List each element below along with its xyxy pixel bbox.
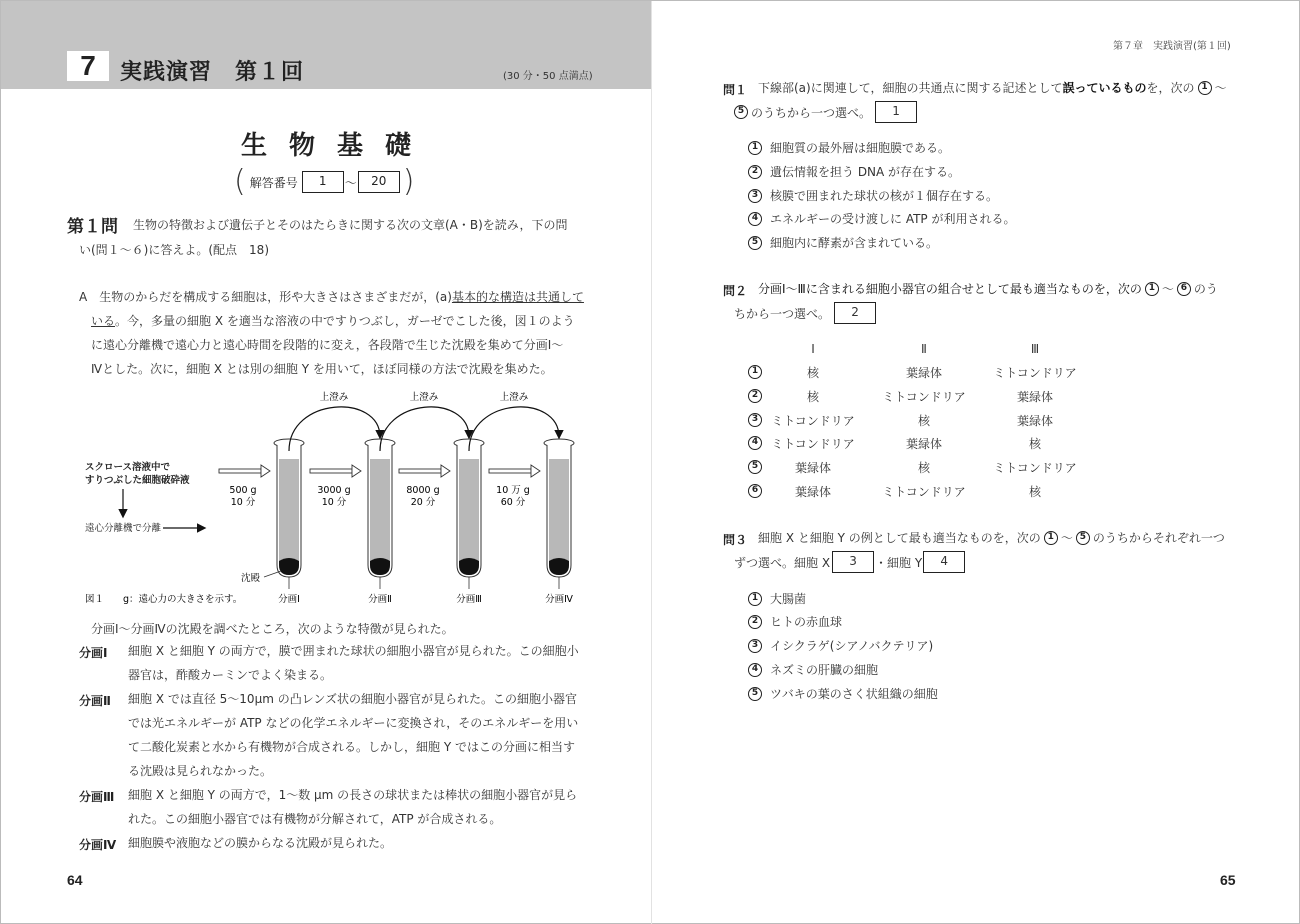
fraction-3-line1: 細胞 X と細胞 Y の両方で，1～数 μm の長さの球状または棒状の細胞小器官が見ら [128,788,578,802]
question-1-intro-line1: 生物の特徴および遺伝子とそのはたらきに関する次の文章(A・B)を読み，下の問 [133,218,568,232]
fraction-3-line2: れた。この細胞小器官では有機物が分解されて，ATP が合成される。 [128,812,502,826]
q2-prompt-line1 [758,280,1218,297]
fraction-4-line1: 細胞膜や液胞などの膜からなる沈殿が見られた。 [128,836,393,850]
fraction-4-label: 分画Ⅳ [79,838,117,852]
fraction-2-label: 分画Ⅱ [79,694,111,708]
q3-prompt-text: 細胞 X と細胞 Y の例として最も適当なものを，次の [758,531,1041,545]
fraction-2-line3: て二酸化炭素と水から有機物が合成される。しかし，細胞 Y ではこの分画に相当す [128,740,575,754]
fraction-1-label: 分画Ⅰ [79,646,108,660]
circled-number: 5 [1076,531,1090,545]
fraction-1-line1: 細胞 X と細胞 Y の両方で，膜で囲まれた球状の細胞小器官が見られた。この細胞小 [128,644,579,658]
table-cell: 葉緑体 [905,366,942,380]
fraction-2-line4: る沈殿は見られなかった。 [128,764,273,778]
supernatant-label-3: 上澄み [499,392,529,403]
passage-a-line1 [79,285,584,309]
q1-prompt-line2 [734,101,917,123]
answer-range-to-box: 20 [358,171,400,193]
choice-text: 細胞質の最外層は細胞膜である。 [770,141,951,155]
answer-box-4: 4 [923,551,965,573]
subject-title: 生物基礎 [240,131,433,161]
underlined-text-a: 基本的な構造は共通して [451,290,584,304]
fraction-1-description [128,639,579,687]
choice-text: 核膜で囲まれた球状の核が１個存在する。 [770,189,999,203]
page-number-left: 64 [67,872,83,888]
answer-range-from-box: 1 [302,171,344,193]
step-2 [310,465,361,508]
circled-number: 4 [748,436,762,450]
table-cell: 核 [1028,437,1041,451]
q1-heading: 問１ [723,83,748,97]
table-cell: ミトコンドリア [771,437,855,451]
answer-number-range [234,164,415,199]
fraction-4-description [128,831,392,855]
choice-text: 遺伝情報を担う DNA が存在する。 [770,165,961,179]
step-3-time: 20 分 [410,497,436,508]
q3-separator: ・細胞 Y [875,555,923,570]
q3-prompt-line2 [734,551,965,573]
circled-number: 6 [748,484,762,498]
table-cell: ミトコンドリア [882,485,966,499]
circled-number: 3 [748,189,762,203]
choice-text: ネズミの肝臓の細胞 [770,663,879,677]
table-cell: 核 [1028,485,1041,499]
fraction-3-description [128,783,577,831]
fraction-2-line2: では光エネルギーが ATP などの化学エネルギーに変換され，そのエネルギーを用い [128,716,579,730]
input-label-line1: スクロース溶液中で [85,462,171,473]
table-cell: ミトコンドリア [882,390,966,404]
observations-lead: 分画Ⅰ～分画Ⅳの沈殿を調べたところ，次のような特徴が見られた。 [91,622,454,636]
circled-number: 4 [748,663,762,677]
q3-heading: 問３ [723,533,748,547]
fraction-2-description [128,687,578,783]
step-3 [399,465,450,508]
choice-text: イシクラゲ(シアノバクテリア) [770,639,934,653]
q3-prompt-text-post: のうちからそれぞれ一つ [1092,531,1225,545]
q3-prompt-line1 [758,529,1225,546]
circled-number: 1 [1198,81,1212,95]
chapter-title: 実践演習 第１回 [120,60,305,85]
circled-number: 5 [734,105,748,119]
circled-number: 5 [748,687,762,701]
circled-number: 2 [748,389,762,403]
test-tube-3 [454,439,484,577]
circled-number: 3 [748,413,762,427]
step-4 [489,465,540,508]
table-col-2: Ⅱ [921,342,927,356]
tilde: ～ [1060,531,1073,545]
step-2-time: 10 分 [321,497,347,508]
circled-number: 5 [748,236,762,250]
passage-a-line2 [91,309,575,333]
sediment-leader [264,571,281,577]
answer-box-3: 3 [832,551,874,573]
answer-range-label: 解答番号 [249,175,298,190]
circled-number: 1 [1145,282,1159,296]
q2-prompt-text-post: のう [1193,282,1218,296]
circled-number: 2 [748,165,762,179]
chapter-number: 7 [67,51,109,81]
table-cell: ミトコンドリア [771,414,855,428]
passage-a-line3: に遠心分離機で遠心力と遠心時間を段階的に変え，各段階で生じた沈殿を集めて分画Ⅰ～ [91,338,564,352]
step-4-time: 60 分 [500,497,526,508]
table-col-3: Ⅲ [1030,342,1040,356]
tilde: ～ [1161,282,1174,296]
table-cell: ミトコンドリア [993,461,1077,475]
q1-choice-3 [748,187,998,204]
figure-caption-text: g：遠心力の大きさを示す。 [123,594,243,605]
step-1 [219,465,270,508]
supernatant-label-1: 上澄み [319,392,349,403]
sediment-label: 沈殿 [241,573,261,584]
answer-range-tilde: ～ [344,175,357,190]
fraction-label-3: 分画Ⅲ [456,594,482,605]
table-cell: ミトコンドリア [993,366,1077,380]
circled-number: 1 [748,592,762,606]
step-2-g: 3000 g [317,485,351,496]
q3-choice-3 [748,637,933,654]
q3-choice-2 [748,613,842,630]
q1-emphasis: 誤っているもの [1062,81,1147,95]
fraction-1-line2: 器官は，酢酸カーミンでよく染まる。 [128,668,333,682]
q1-choice-2 [748,163,960,180]
circled-number: 4 [748,212,762,226]
circled-number: 1 [748,141,762,155]
q3-choice-1 [748,590,806,607]
table-cell: 核 [806,366,819,380]
step-1-g: 500 g [229,485,257,496]
test-tube-2 [365,439,395,577]
fraction-2-line1: 細胞 X では直径 5～10μm の凸レンズ状の細胞小器官が見られた。この細胞小器官 [128,692,578,706]
fraction-label-1: 分画Ⅰ [278,594,300,605]
passage-a-l2-text: 。今，多量の細胞 X を適当な溶液の中ですりつぶし，ガーゼでこした後，図１のよう [115,314,575,328]
q1-choice-4 [748,210,1015,227]
answer-box-1: 1 [875,101,917,123]
input-label-line2: すりつぶした細胞破砕液 [85,475,190,486]
q3-choice-5 [748,685,938,702]
choice-text: ツバキの葉のさく状組織の細胞 [770,687,938,701]
q1-prompt-text-2: のうちから一つ選べ。 [751,105,872,120]
close-paren: ) [402,164,415,199]
circled-number: 1 [1044,531,1058,545]
table-cell: 葉緑体 [794,461,831,475]
circled-number: 6 [1177,282,1191,296]
table-cell: 葉緑体 [905,437,942,451]
q3-prompt-text-2: ずつ選べ。細胞 X [734,555,831,570]
table-cell: 核 [806,390,819,404]
circled-number: 2 [748,615,762,629]
question-1-heading: 第１問 [67,217,118,237]
test-tube-4 [544,439,574,577]
fraction-label-2: 分画Ⅱ [368,594,392,605]
choice-text: ヒトの赤血球 [770,615,843,629]
q2-prompt-text: 分画Ⅰ～Ⅲに含まれる細胞小器官の組合せとして最も適当なものを，次の [758,282,1142,296]
fraction-label-4: 分画Ⅳ [545,594,573,605]
question-1-intro-line2: い(問１～６)に答えよ。(配点 18) [79,243,269,257]
table-col-1: Ⅰ [811,342,815,356]
open-paren: ( [234,164,246,199]
step-3-g: 8000 g [406,485,440,496]
q3-choice-4 [748,661,878,678]
q1-prompt-text: 下線部(a)に関連して，細胞の共通点に関する記述として [758,81,1063,95]
q1-choice-1 [748,139,950,156]
circled-number: 1 [748,365,762,379]
centrifugation-figure [71,385,591,615]
choice-text: 大腸菌 [770,592,807,606]
step-1-time: 10 分 [230,497,256,508]
table-cell: 核 [917,461,930,475]
q2-prompt-text-2: ちから一つ選べ。 [734,306,831,321]
exam-time-points: (30 分・50 点満点) [503,71,593,82]
tilde: ～ [1214,81,1227,95]
page-number-right: 65 [1220,872,1236,888]
table-cell: 葉緑体 [794,485,831,499]
test-tube-1 [274,439,304,577]
page-gutter [651,1,652,924]
table-cell: 核 [917,414,930,428]
passage-a-l1-text: A 生物のからだを構成する細胞は，形や大きさはさまざまだが，(a) [79,290,452,304]
q1-prompt-line1 [758,79,1227,96]
q2-prompt-line2 [734,302,876,324]
step-4-g: 10 万 g [496,485,530,496]
answer-box-2: 2 [834,302,876,324]
running-head: 第７章 実践演習(第１回) [1113,41,1231,52]
fraction-3-label: 分画Ⅲ [79,790,115,804]
choice-text: エネルギーの受け渡しに ATP が利用される。 [770,212,1016,226]
table-cell: 葉緑体 [1016,414,1053,428]
circled-number: 3 [748,639,762,653]
circled-number: 5 [748,460,762,474]
q1-prompt-text-post: を，次の [1146,81,1195,95]
passage-a-line4: Ⅳとした。次に，細胞 X とは別の細胞 Y を用いて，ほぼ同様の方法で沈殿を集めた。 [91,362,553,376]
underlined-text-a-cont: いる [91,314,116,328]
centrifuge-label: 遠心分離機で分離 [85,523,162,534]
figure-caption-number: 図１ [85,594,105,605]
supernatant-label-2: 上澄み [409,392,439,403]
choice-text: 細胞内に酵素が含まれている。 [770,236,939,250]
q2-heading: 問２ [723,284,748,298]
table-cell: 葉緑体 [1016,390,1053,404]
q1-choice-5 [748,234,938,251]
